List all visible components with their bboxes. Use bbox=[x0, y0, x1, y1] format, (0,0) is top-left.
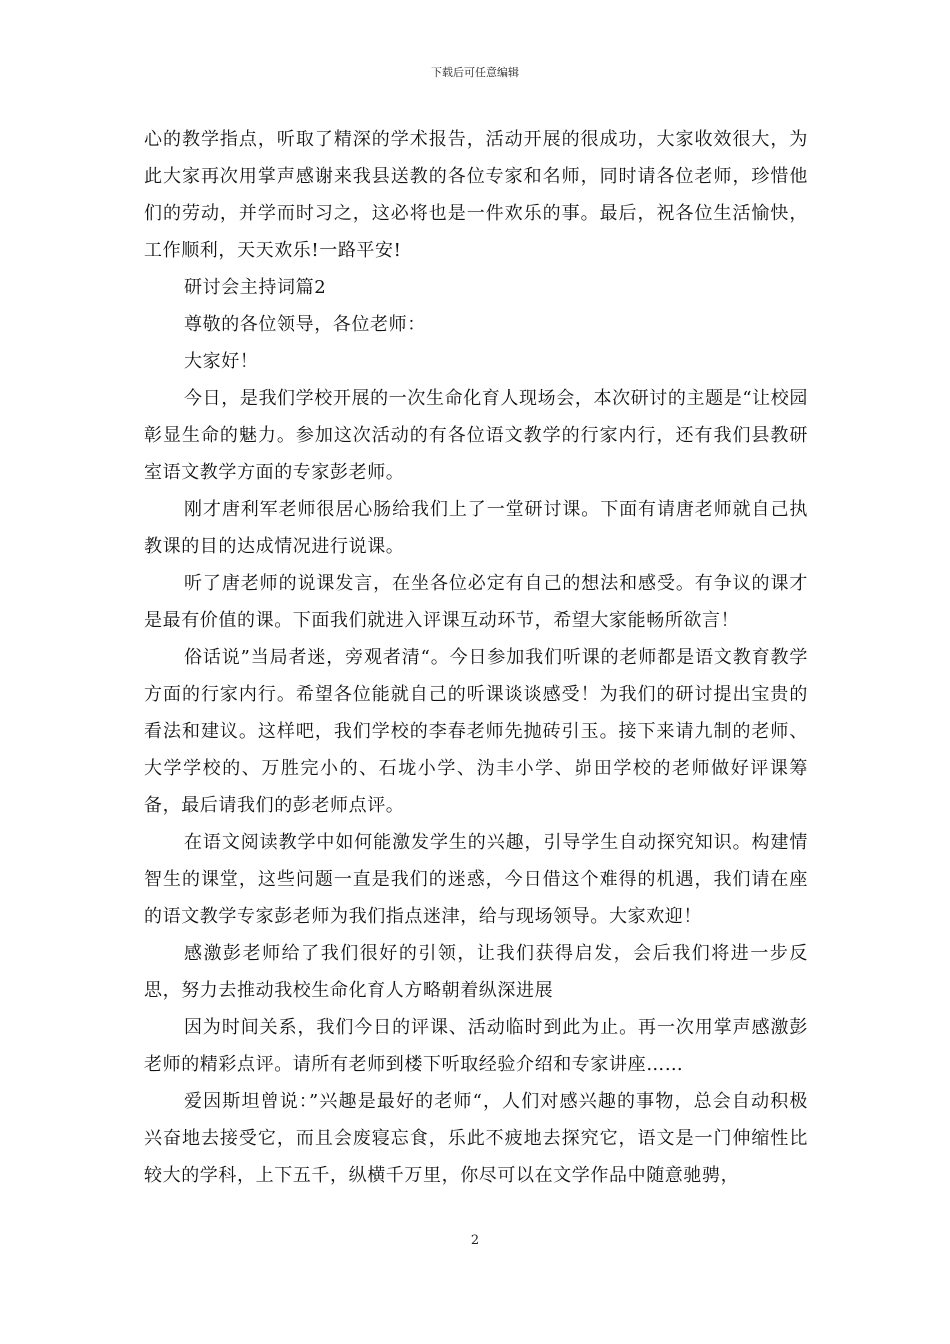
greeting: 大家好！ bbox=[184, 351, 259, 372]
paragraph: 爱因斯坦曾说：”兴趣是最好的老师“，人们对感兴趣的事物，总会自动积极兴奋地去接受它，而且会废寝忘食，乐此不疲地去探究它，语文是一门伸缩性比较大的学科，上下五千，纵横千万里，你尽可以在文学作品中随意驰骋， bbox=[144, 1091, 808, 1186]
page-header: 下载后可任意编辑 bbox=[431, 66, 519, 79]
paragraph: 听了唐老师的说课发言，在坐各位必定有自己的想法和感受。有争议的课才是最有价值的课。下面我们就进入评课互动环节，希望大家能畅所欲言！ bbox=[144, 573, 808, 631]
document-body bbox=[144, 121, 808, 1194]
paragraph: 在语文阅读教学中如何能激发学生的兴趣，引导学生自动探究知识。构建情智生的课堂，这些问题一直是我们的迷惑，今日借这个难得的机遇，我们请在座的语文教学专家彭老师为我们指点迷津，给与现场领导。大家欢迎！ bbox=[144, 832, 808, 927]
paragraph: 心的教学指点，听取了精深的学术报告，活动开展的很成功，大家收效很大，为此大家再次用掌声感谢来我县送教的各位专家和名师，同时请各位老师，珍惜他们的劳动，并学而时习之，这必将也是一件欢乐的事。最后，祝各位生活愉快，工作顺利，天天欢乐!一路平安! bbox=[144, 129, 808, 261]
paragraph: 俗话说”当局者迷，旁观者清“。今日参加我们听课的老师都是语文教育教学方面的行家内行。希望各位能就自己的听课谈谈感受！为我们的研讨提出宝贵的看法和建议。这样吧，我们学校的李春老师先抛砖引玉。接下来请九制的老师、大学学校的、万胜完小的、石垅小学、沩丰小学、峁田学校的老师做好评课筹备，最后请我们的彭老师点评。 bbox=[144, 647, 808, 816]
paragraph: 因为时间关系，我们今日的评课、活动临时到此为止。再一次用掌声感激彭老师的精彩点评。请所有老师到楼下听取经验介绍和专家讲座…… bbox=[144, 1017, 808, 1075]
paragraph: 今日，是我们学校开展的一次生命化育人现场会，本次研讨的主题是“让校园彰显生命的魅力。参加这次活动的有各位语文教学的行家内行，还有我们县教研室语文教学方面的专家彭老师。 bbox=[144, 388, 808, 483]
paragraph: 刚才唐利军老师很居心肠给我们上了一堂研讨课。下面有请唐老师就自己执教课的目的达成情况进行说课。 bbox=[144, 499, 808, 557]
section-heading: 研讨会主持词篇2 bbox=[184, 277, 327, 298]
salutation: 尊敬的各位领导，各位老师： bbox=[184, 314, 426, 335]
paragraph: 感激彭老师给了我们很好的引领，让我们获得启发，会后我们将进一步反思，努力去推动我校生命化育人方略朝着纵深进展 bbox=[144, 943, 808, 1001]
page-number: 2 bbox=[470, 1233, 480, 1248]
